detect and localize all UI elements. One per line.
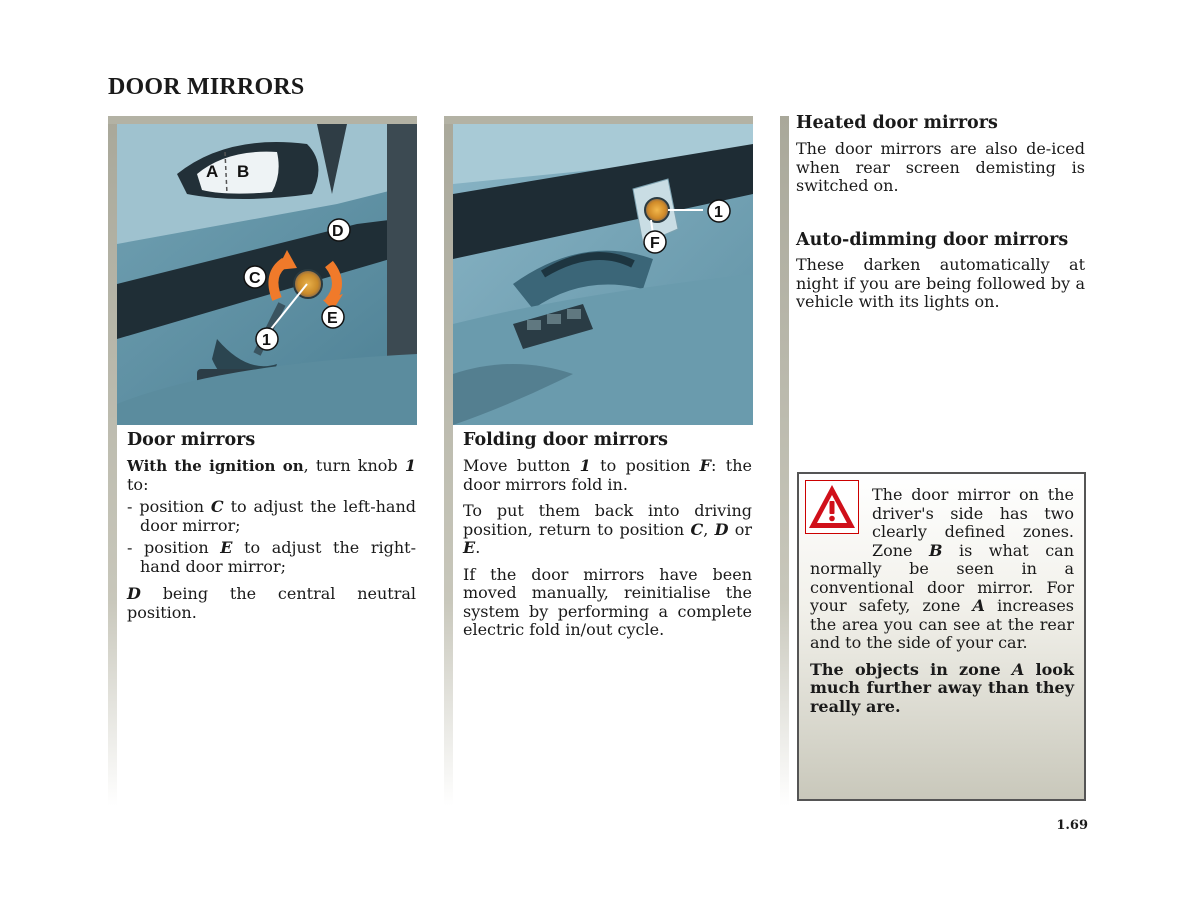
ignition-on-text: With the ignition on [127, 457, 304, 475]
page-title: DOOR MIRRORS [108, 74, 305, 100]
callout-1-label: 1 [262, 332, 271, 349]
folding-mirrors-body [463, 457, 752, 648]
callout-d [328, 219, 350, 241]
warning-p1: The door mirror on the driver's side has two clearly defined zones. Zone B is what can normally be seen in a conventional door mirror. For your safety, zone A increases the area you can see at the rear and to the side of your car. [810, 485, 1075, 652]
column-bar-1 [108, 116, 117, 806]
bullet-position-c: - position C to adjust the left-hand door mirror; [127, 497, 416, 535]
warning-box [797, 472, 1086, 801]
warning-text [810, 486, 1074, 724]
column-bar-3 [780, 116, 789, 806]
warning-p2: The objects in zone A look much further away than they really are. [810, 659, 1075, 716]
door-mirror-control-photo [117, 124, 417, 425]
heated-mirrors-heading: Heated door mirrors [796, 113, 998, 133]
callout-2-1 [708, 200, 730, 222]
folding-mirror-button-photo [453, 124, 753, 425]
photo-frame-top-2 [444, 116, 753, 124]
auto-dimming-text: These darken automatically at night if you are being followed by a vehicle with its lights on. [796, 255, 1085, 311]
folding-p3: If the door mirrors have been moved manually, reinitialise the system by performing a complete electric fold in/out cycle. [463, 564, 752, 639]
callout-f-label: F [650, 235, 660, 252]
zone-b-label: B [237, 162, 250, 181]
door-mirrors-heading: Door mirrors [127, 430, 256, 450]
column-bar-2 [444, 116, 453, 806]
auto-dimming-heading: Auto-dimming door mirrors [796, 230, 1069, 250]
callout-c [244, 266, 266, 288]
callout-1 [256, 328, 278, 350]
neutral-position-text: D being the central neutral position. [127, 584, 416, 622]
zone-a-label: A [206, 162, 219, 181]
callout-e-label: E [327, 310, 338, 327]
page-number: 1.69 [1056, 818, 1088, 833]
callout-e [322, 306, 344, 328]
folding-p1: Move button 1 to position F: the door mirrors fold in. [463, 456, 752, 494]
callout-d-label: D [332, 223, 344, 240]
heated-mirrors-text: The door mirrors are also de-iced when rear screen demisting is switched on. [796, 139, 1085, 195]
door-mirrors-body: With the ignition on, turn knob 1 to: - position C to adjust the left-hand door mirror; - position E to adjust the right-hand door mirror; D being the central neutral position. [127, 456, 416, 622]
bullet-position-e: - position E to adjust the right-hand door mirror; [127, 538, 416, 576]
folding-mirrors-heading: Folding door mirrors [463, 430, 668, 450]
photo-frame-top-1 [108, 116, 417, 124]
callout-2-1-label: 1 [714, 204, 723, 221]
folding-p2: To put them back into driving position, return to position C, D or E. [463, 501, 752, 557]
callout-f [644, 231, 666, 253]
callout-c-label: C [249, 270, 261, 287]
